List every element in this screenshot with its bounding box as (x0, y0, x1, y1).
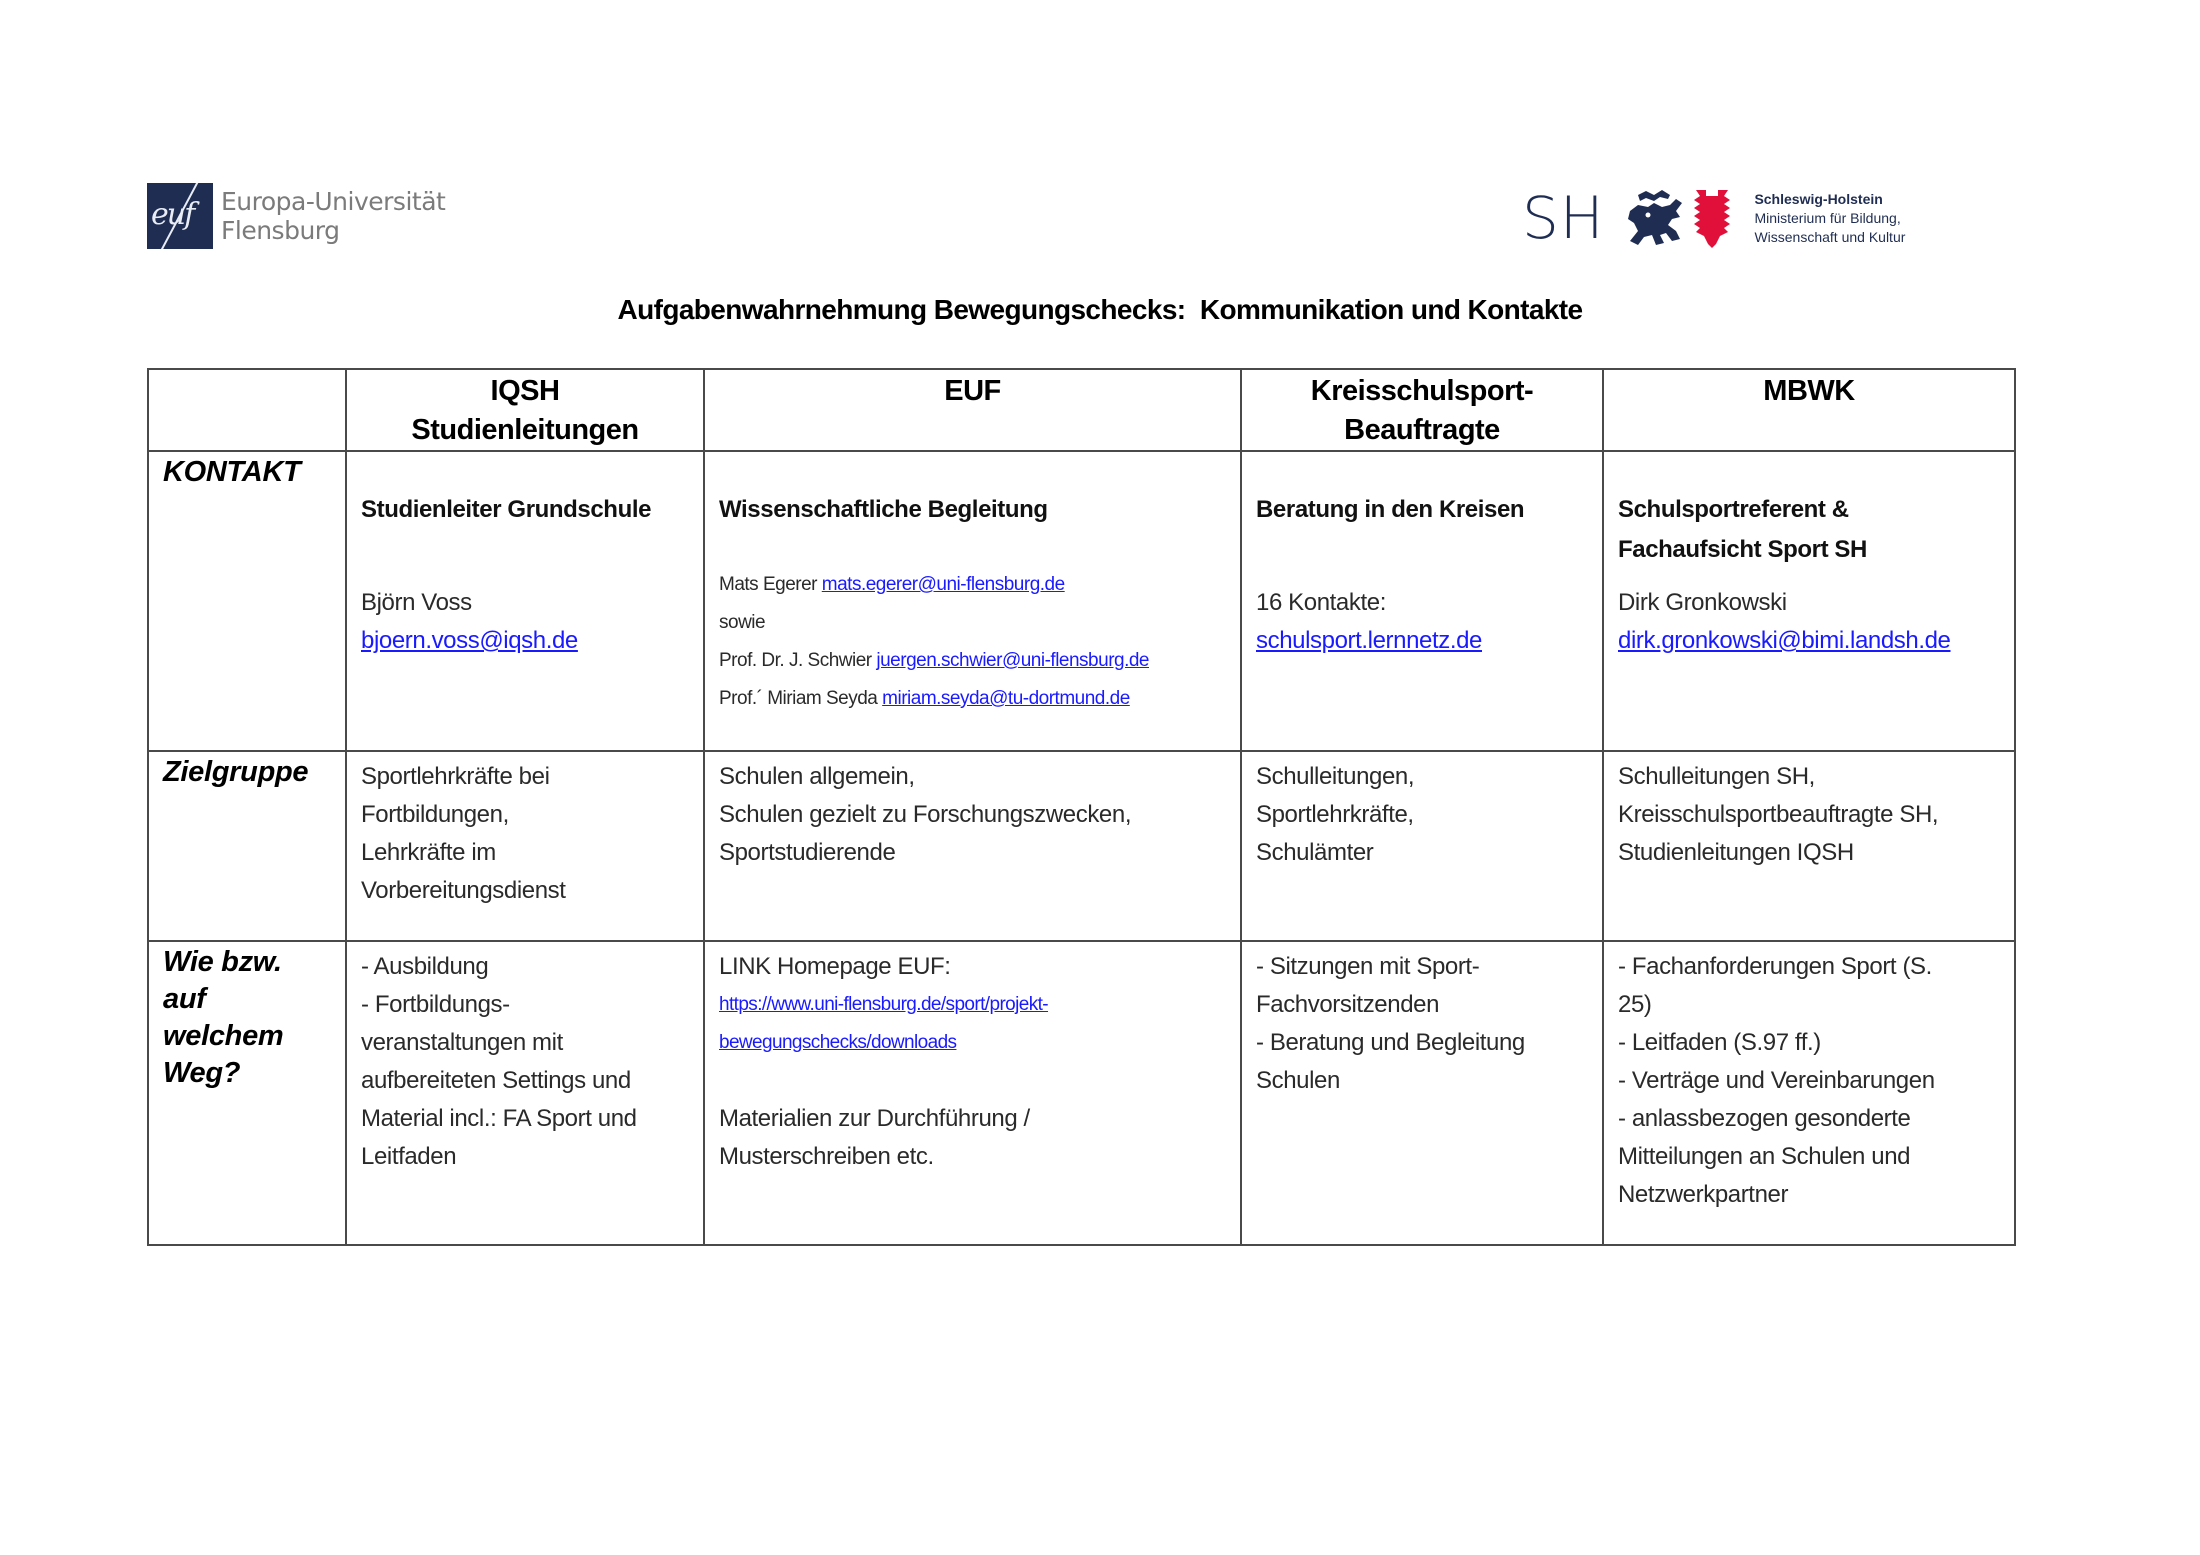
euf-logo-mark: euf (151, 197, 194, 232)
text-line: Lehrkräfte im (361, 839, 496, 866)
mbwk-role-line1: Schulsportreferent & (1618, 496, 1849, 523)
kreis-role: Beratung in den Kreisen (1256, 496, 1525, 523)
text-line: Fachvorsitzenden (1256, 991, 1440, 1018)
euf-email-link[interactable]: miriam.seyda@tu-dortmund.de (882, 688, 1130, 709)
header-euf (704, 369, 1241, 451)
cell-kontakt-euf (704, 451, 1241, 751)
euf-role: Wissenschaftliche Begleitung (719, 496, 1048, 523)
sh-ministry-logo (1522, 186, 1905, 250)
text-line: - Fachanforderungen Sport (S. (1618, 953, 1932, 980)
sh-ministry-line1: Ministerium für Bildung, (1754, 209, 1901, 226)
nettle-shield-icon (1694, 188, 1730, 248)
sh-state-name: Schleswig-Holstein (1754, 190, 1883, 207)
row-label-line: welchem (163, 1020, 284, 1052)
mbwk-role-line2: Fachaufsicht Sport SH (1618, 536, 1867, 563)
row-label-kontakt: KONTAKT (148, 451, 346, 751)
cell-zielgruppe-mbwk (1603, 751, 2015, 941)
contacts-table (147, 368, 2016, 1246)
euf-contact-sowie: sowie (719, 612, 766, 633)
text-line: veranstaltungen mit (361, 1029, 563, 1056)
text-line: aufbereiteten Settings und (361, 1067, 631, 1094)
url-line: https://www.uni-flensburg.de/sport/projekt- (719, 994, 1049, 1015)
header-iqsh (346, 369, 704, 451)
euf-logo-text (221, 187, 445, 245)
euf-logo-icon (147, 183, 213, 249)
cell-weg-mbwk (1603, 941, 2015, 1245)
url-line: bewegungschecks/downloads (719, 1032, 957, 1053)
text-line: Mitteilungen an Schulen und (1618, 1143, 1911, 1170)
table-header-row (148, 369, 2015, 451)
text-line: - anlassbezogen gesonderte (1618, 1105, 1911, 1132)
text-line: Musterschreiben etc. (719, 1143, 934, 1170)
text-line: - Beratung und Begleitung (1256, 1029, 1525, 1056)
text-line: 25) (1618, 991, 1652, 1018)
euf-email-link[interactable]: juergen.schwier@uni-flensburg.de (876, 650, 1149, 671)
text-line: Studienleitungen IQSH (1618, 839, 1854, 866)
table-row-kontakt (148, 451, 2015, 751)
text-line: - Leitfaden (S.97 ff.) (1618, 1029, 1821, 1056)
row-label-weg (148, 941, 346, 1245)
euf-email-link[interactable]: mats.egerer@uni-flensburg.de (821, 574, 1065, 595)
text-line: Vorbereitungsdienst (361, 877, 566, 904)
text-line: Schulämter (1256, 839, 1374, 866)
cell-zielgruppe-euf (704, 751, 1241, 941)
mbwk-email-link[interactable]: dirk.gronkowski@bimi.landsh.de (1618, 627, 1951, 654)
cell-zielgruppe-kreis (1241, 751, 1603, 941)
header-empty (148, 369, 346, 451)
iqsh-contact-name: Björn Voss (361, 589, 472, 616)
euf-contact-egerer (719, 566, 1230, 604)
cell-kontakt-iqsh (346, 451, 704, 751)
row-label-line: auf (163, 983, 206, 1015)
cell-weg-euf (704, 941, 1241, 1245)
text-line: Fortbildungen, (361, 801, 509, 828)
euf-link-intro: LINK Homepage EUF: (719, 953, 951, 980)
text-line: Schulen (1256, 1067, 1340, 1094)
cell-zielgruppe-iqsh (346, 751, 704, 941)
header-mbwk-line1: MBWK (1763, 375, 1855, 407)
sh-letters: SH (1522, 184, 1605, 252)
sh-ministry-line2: Wissenschaft und Kultur (1754, 228, 1906, 245)
header-kreis-line1: Kreisschulsport- (1310, 375, 1534, 407)
row-label-line: Weg? (163, 1057, 241, 1089)
header-iqsh-line1: IQSH (490, 375, 560, 407)
text-line: Schulen gezielt zu Forschungszwecken, (719, 801, 1132, 828)
iqsh-email-link[interactable]: bjoern.voss@iqsh.de (361, 627, 578, 654)
iqsh-role: Studienleiter Grundschule (361, 496, 652, 523)
euf-logo-line2: Flensburg (221, 216, 340, 245)
text-line: - Fortbildungs- (361, 991, 510, 1018)
header-kreisschulsport (1241, 369, 1603, 451)
euf-downloads-link[interactable] (719, 986, 1230, 1062)
euf-contact-schwier (719, 642, 1230, 680)
kreis-website-link[interactable]: schulsport.lernnetz.de (1256, 627, 1482, 654)
kreis-contact-count: 16 Kontakte: (1256, 589, 1386, 616)
text-line: Netzwerkpartner (1618, 1181, 1789, 1208)
cell-weg-kreis (1241, 941, 1603, 1245)
header-mbwk (1603, 369, 2015, 451)
sh-ministry-text (1754, 190, 1905, 247)
table-row-weg (148, 941, 2015, 1245)
text-line: Sportlehrkräfte, (1256, 801, 1414, 828)
lion-icon (1624, 189, 1688, 247)
text-line: - Verträge und Vereinbarungen (1618, 1067, 1935, 1094)
header-kreis-line2: Beauftragte (1344, 414, 1500, 446)
row-label-line: Wie bzw. (163, 946, 282, 978)
row-label-zielgruppe: Zielgruppe (148, 751, 346, 941)
text-line: Sportlehrkräfte bei (361, 763, 550, 790)
text-line: Material incl.: FA Sport und (361, 1105, 637, 1132)
table-row-zielgruppe (148, 751, 2015, 941)
euf-contact-name: Mats Egerer (719, 574, 817, 595)
header-euf-line1: EUF (944, 375, 1001, 407)
text-line: Schulleitungen, (1256, 763, 1415, 790)
cell-kontakt-mbwk (1603, 451, 2015, 751)
text-line: Sportstudierende (719, 839, 896, 866)
euf-logo-line1: Europa-Universität (221, 187, 446, 216)
document-title: Aufgabenwahrnehmung Bewegungschecks: Kommunikation und Kontakte (617, 294, 1583, 325)
text-line: - Ausbildung (361, 953, 489, 980)
euf-contact-name: Prof.´ Miriam Seyda (719, 688, 878, 709)
text-line: Materialien zur Durchführung / (719, 1105, 1030, 1132)
text-line: - Sitzungen mit Sport- (1256, 953, 1480, 980)
euf-logo (147, 183, 445, 249)
header-iqsh-line2: Studienleitungen (411, 414, 639, 446)
text-line: Schulleitungen SH, (1618, 763, 1815, 790)
cell-kontakt-kreis (1241, 451, 1603, 751)
euf-contact-name: Prof. Dr. J. Schwier (719, 650, 872, 671)
cell-weg-iqsh (346, 941, 704, 1245)
euf-contact-seyda (719, 680, 1230, 718)
mbwk-contact-name: Dirk Gronkowski (1618, 589, 1787, 616)
text-line: Schulen allgemein, (719, 763, 915, 790)
text-line: Kreisschulsportbeauftragte SH, (1618, 801, 1939, 828)
text-line: Leitfaden (361, 1143, 457, 1170)
